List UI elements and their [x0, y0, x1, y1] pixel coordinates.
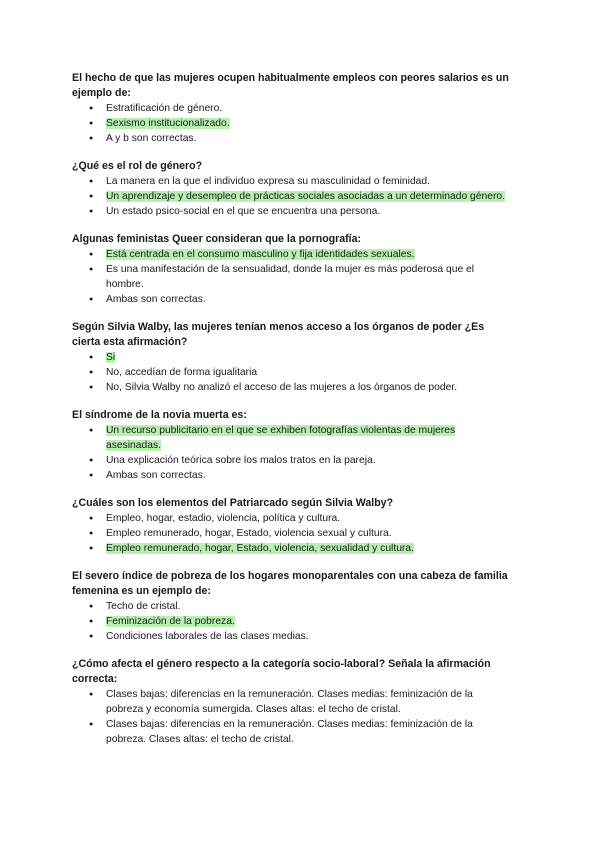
option-text: Una explicación teórica sobre los malos tratos en la pareja.: [106, 455, 376, 466]
correct-option: [72, 423, 512, 453]
option: [72, 599, 512, 614]
option-text: Ambas son correctas.: [106, 470, 206, 481]
option: [72, 687, 512, 717]
option-text: Si: [106, 352, 116, 363]
option: [72, 629, 512, 644]
question-block: [72, 569, 512, 644]
option: [72, 174, 512, 189]
option-list: [72, 599, 512, 644]
option-text: Empleo, hogar, estadio, violencia, política y cultura.: [106, 513, 341, 524]
option-text: Está centrada en el consumo masculino y fija identidades sexuales.: [106, 249, 415, 260]
option-list: [72, 423, 512, 483]
option: [72, 380, 512, 395]
question-text: ¿Cuáles son los elementos del Patriarcado según Silvia Walby?: [72, 497, 394, 509]
option: [72, 292, 512, 307]
option-text: No, Silvia Walby no analizó el acceso de las mujeres a los órganos de poder.: [106, 382, 458, 393]
option-list: [72, 511, 512, 556]
option-list: [72, 687, 512, 747]
option-text: Clases bajas: diferencias en la remuneración. Clases medias: feminización de la pobreza y economía sumergida. Clases altas: el techo de cristal.: [106, 689, 473, 715]
correct-option: [72, 541, 512, 556]
correct-option: [72, 116, 512, 131]
question-text: ¿Qué es el rol de género?: [72, 160, 203, 172]
question-block: [72, 320, 512, 395]
option: [72, 468, 512, 483]
option-text: Empleo remunerado, hogar, Estado, violencia sexual y cultura.: [106, 528, 392, 539]
option: [72, 717, 512, 747]
question-text: Según Silvia Walby, las mujeres tenían menos acceso a los órganos de poder ¿Es cierta esta afirmación?: [72, 321, 485, 348]
correct-option: [72, 189, 512, 204]
option-text: No, accedían de forma igualitaria: [106, 367, 258, 378]
question-text: ¿Cómo afecta el género respecto a la categoría socio-laboral? Señala la afirmación correcta:: [72, 658, 491, 685]
option-text: Estratificación de género.: [106, 103, 223, 114]
option-list: [72, 101, 512, 146]
option: [72, 101, 512, 116]
option-text: Un recurso publicitario en el que se exhiben fotografías violentas de mujeres asesinadas.: [106, 425, 456, 451]
question-block: [72, 71, 512, 146]
question-text: El hecho de que las mujeres ocupen habitualmente empleos con peores salarios es un ejemplo de:: [72, 72, 509, 99]
option: [72, 131, 512, 146]
correct-option: [72, 247, 512, 262]
option: [72, 453, 512, 468]
option-text: Empleo remunerado, hogar, Estado, violencia, sexualidad y cultura.: [106, 543, 414, 554]
option: [72, 511, 512, 526]
option-text: Un estado psico-social en el que se encuentra una persona.: [106, 206, 381, 217]
option-text: Techo de cristal.: [106, 601, 181, 612]
question-text: El síndrome de la novia muerta es:: [72, 409, 247, 421]
correct-option: [72, 614, 512, 629]
question-text: Algunas feministas Queer consideran que la pornografía:: [72, 233, 362, 245]
question-block: [72, 657, 512, 747]
question-block: [72, 496, 512, 556]
correct-option: [72, 350, 512, 365]
question-block: [72, 232, 512, 307]
option: [72, 262, 512, 292]
option-text: Un aprendizaje y desempleo de prácticas sociales asociadas a un determinado género.: [106, 191, 505, 202]
option-text: La manera en la que el individuo expresa su masculinidad o feminidad.: [106, 176, 430, 187]
option-list: [72, 350, 512, 395]
option-text: A y b son correctas.: [106, 133, 197, 144]
option-text: Ambas son correctas.: [106, 294, 206, 305]
option-list: [72, 174, 512, 219]
option-text: Feminización de la pobreza.: [106, 616, 235, 627]
option-text: Clases bajas: diferencias en la remuneración. Clases medias: feminización de la pobreza. Clases altas: el techo de cristal.: [106, 719, 473, 745]
option-text: Sexismo institucionalizado.: [106, 118, 230, 129]
question-block: [72, 408, 512, 483]
question-text: El severo índice de pobreza de los hogares monoparentales con una cabeza de familia femenina es un ejemplo de:: [72, 570, 508, 597]
option: [72, 204, 512, 219]
option: [72, 526, 512, 541]
question-list: [72, 71, 512, 760]
option-text: Condiciones laborales de las clases medias.: [106, 631, 309, 642]
question-block: [72, 159, 512, 219]
option: [72, 365, 512, 380]
option-list: [72, 247, 512, 307]
option-text: Es una manifestación de la sensualidad, donde la mujer es más poderosa que el hombre.: [106, 264, 475, 290]
